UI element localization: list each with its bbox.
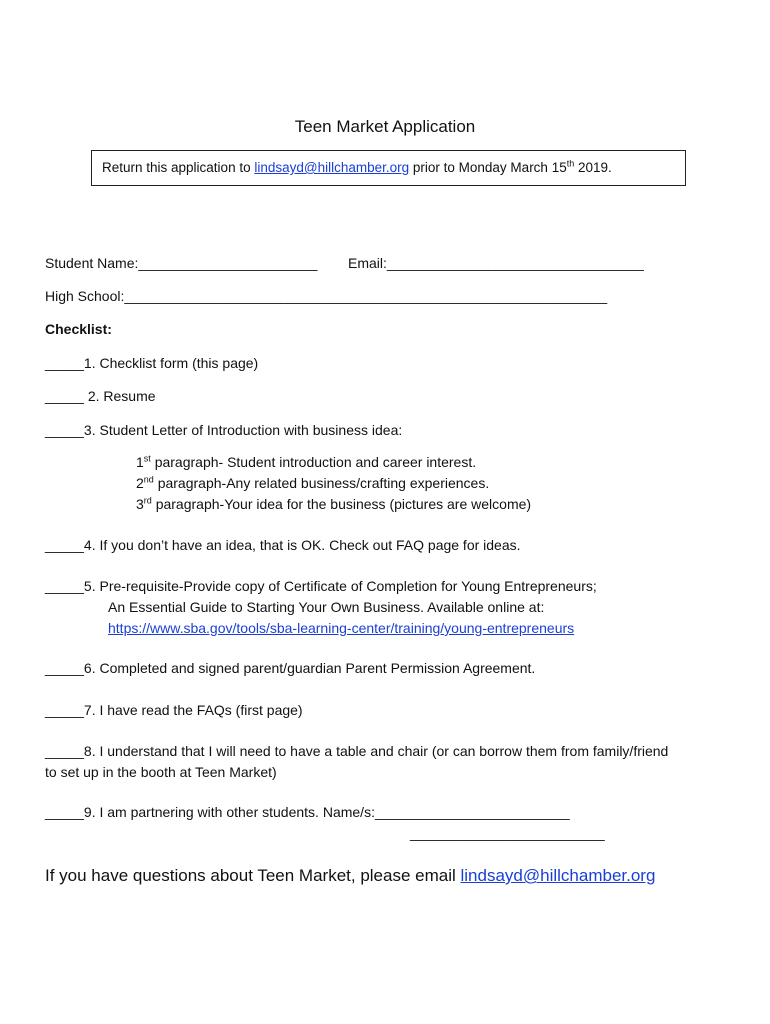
checklist-item-6: _____6. Completed and signed parent/guardian Parent Permission Agreement. (45, 660, 536, 676)
sub-item-2-sup: nd (143, 474, 154, 485)
checklist-item-9-line-1[interactable]: _____9. I am partnering with other students. Name/s:_________________________ (45, 804, 570, 820)
sub-item-3-sup: rd (143, 495, 152, 506)
sub-item-1-sup: st (143, 453, 151, 464)
high-school-field[interactable]: High School:______________________________________________________________ (45, 288, 608, 304)
checklist-item-8-line-1: _____8. I understand that I will need to have a table and chair (or can borrow them from family/friend (45, 743, 669, 759)
notice-email-link[interactable]: lindsayd@hillchamber.org (254, 160, 410, 175)
page-title: Teen Market Application (294, 117, 476, 136)
sub-item-1 (136, 454, 476, 470)
footer-email-link[interactable]: lindsayd@hillchamber.org (460, 866, 656, 885)
notice-sup: th (566, 158, 575, 169)
sub-item-3-num: 3 (136, 496, 144, 512)
checklist-item-4: _____4. If you don’t have an idea, that is OK. Check out FAQ page for ideas. (45, 537, 521, 553)
sub-item-1-text: paragraph- Student introduction and career interest. (150, 454, 477, 470)
checklist-item-8-line-2: to set up in the booth at Teen Market) (45, 764, 277, 780)
email-field[interactable]: Email:_________________________________ (348, 255, 644, 271)
checklist-item-1: _____1. Checklist form (this page) (45, 355, 259, 371)
sba-training-link[interactable]: https://www.sba.gov/tools/sba-learning-center/training/young-entrepreneurs (108, 620, 575, 636)
notice-prefix: Return this application to (102, 160, 255, 175)
checklist-item-5-line-1: _____5. Pre-requisite-Provide copy of Certificate of Completion for Young Entrepreneurs; (45, 578, 597, 594)
footer-text: If you have questions about Teen Market, please email (45, 866, 461, 885)
checklist-item-2: _____ 2. Resume (45, 388, 156, 404)
checklist-item-3: _____3. Student Letter of Introduction with business idea: (45, 422, 403, 438)
checklist-heading: Checklist: (45, 321, 112, 337)
checklist-item-7: _____7. I have read the FAQs (first page) (45, 702, 303, 718)
checklist-item-5-line-2: An Essential Guide to Starting Your Own Business. Available online at: (108, 599, 545, 615)
sub-item-2-num: 2 (136, 475, 144, 491)
return-notice-box (91, 150, 686, 186)
sub-item-2 (136, 475, 489, 491)
sub-item-2-text: paragraph-Any related business/crafting experiences. (153, 475, 490, 491)
notice-suffix: 2019. (574, 160, 612, 175)
notice-middle: prior to Monday March 15 (409, 160, 567, 175)
sub-item-3-text: paragraph-Your idea for the business (pictures are welcome) (151, 496, 532, 512)
sub-item-3 (136, 496, 531, 512)
checklist-item-9-line-2[interactable]: _________________________ (410, 825, 605, 841)
footer-question (45, 866, 655, 886)
student-name-field[interactable]: Student Name:_______________________ (45, 255, 318, 271)
sub-item-1-num: 1 (136, 454, 144, 470)
